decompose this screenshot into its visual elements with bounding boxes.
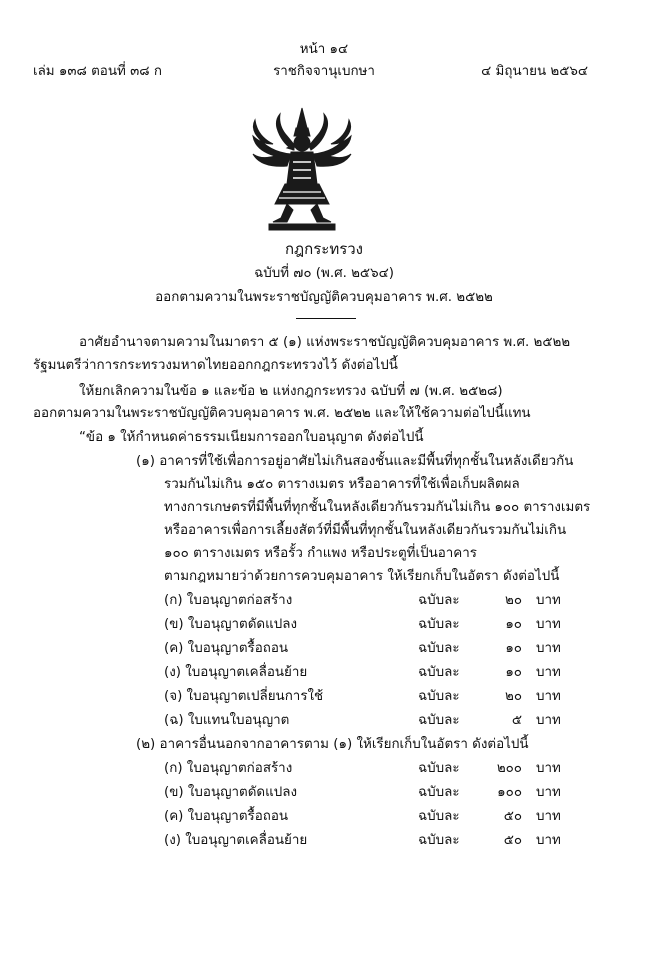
fee-label: (ง) ใบอนุญาตเคลื่อนย้าย xyxy=(164,665,308,680)
fee-amount: ๑๐๐ xyxy=(497,785,522,800)
fee-unit: ฉบับละ xyxy=(418,665,460,680)
fee-label: (ค) ใบอนุญาตรื้อถอน xyxy=(164,809,289,824)
fee-amount: ๕๐ xyxy=(503,809,522,824)
item-text-line: ตามกฎหมายว่าด้วยการควบคุมอาคาร ให้เรียกเก็บในอัตรา ดังต่อไปนี้ xyxy=(164,569,560,584)
fee-label: (ฉ) ใบแทนใบอนุญาต xyxy=(164,713,290,728)
fee-unit: ฉบับละ xyxy=(418,809,460,824)
title-divider xyxy=(296,318,356,319)
clause-heading: “ข้อ ๑ ให้กำหนดค่าธรรมเนียมการออกใบอนุญาต ดังต่อไปนี้ xyxy=(79,430,424,445)
fee-label: (ก) ใบอนุญาตก่อสร้าง xyxy=(164,761,293,776)
fee-amount: ๒๐๐ xyxy=(496,761,522,776)
fee-amount: ๒๐ xyxy=(505,593,522,608)
fee-unit: ฉบับละ xyxy=(418,761,460,776)
fee-amount: ๑๐ xyxy=(505,665,522,680)
fee-unit: ฉบับละ xyxy=(418,641,460,656)
item-text-line: (๑) อาคารที่ใช้เพื่อการอยู่อาศัยไม่เกินสองชั้นและมีพื้นที่ทุกชั้นในหลังเดียวกัน xyxy=(136,454,574,469)
gazette-name: ราชกิจจานุเบกษา xyxy=(273,64,375,79)
fee-label: (ค) ใบอนุญาตรื้อถอน xyxy=(164,641,289,656)
fee-currency: บาท xyxy=(536,809,561,824)
fee-currency: บาท xyxy=(536,761,561,776)
fee-amount: ๕ xyxy=(511,713,522,728)
preamble-line: รัฐมนตรีว่าการกระทรวงมหาดไทยออกกฎกระทรวงไว้ ดังต่อไปนี้ xyxy=(33,358,398,373)
volume-issue: เล่ม ๑๓๘ ตอนที่ ๓๘ ก xyxy=(33,64,162,79)
item-text-line: ๑๐๐ ตารางเมตร หรือรั้ว กำแพง หรือประตูที่เป็นอาคาร xyxy=(164,546,477,561)
fee-currency: บาท xyxy=(536,689,561,704)
fee-unit: ฉบับละ xyxy=(418,593,460,608)
fee-amount: ๑๐ xyxy=(505,617,522,632)
regulation-number: ฉบับที่ ๗๐ (พ.ศ. ๒๕๖๔) xyxy=(254,266,394,281)
fee-unit: ฉบับละ xyxy=(418,833,460,848)
fee-currency: บาท xyxy=(536,785,561,800)
garuda-emblem-icon xyxy=(247,106,357,234)
fee-label: (ข) ใบอนุญาตดัดแปลง xyxy=(164,617,297,632)
fee-unit: ฉบับละ xyxy=(418,617,460,632)
issued-under-act: ออกตามความในพระราชบัญญัติควบคุมอาคาร พ.ศ. ๒๕๒๒ xyxy=(155,290,493,305)
page-number: หน้า ๑๔ xyxy=(299,42,349,57)
item-text-line: ทางการเกษตรที่มีพื้นที่ทุกชั้นในหลังเดียวกันรวมกันไม่เกิน ๑๐๐ ตารางเมตร xyxy=(164,500,591,515)
fee-amount: ๑๐ xyxy=(505,641,522,656)
fee-currency: บาท xyxy=(536,713,561,728)
fee-unit: ฉบับละ xyxy=(418,713,460,728)
publication-date: ๔ มิถุนายน ๒๕๖๔ xyxy=(481,64,588,79)
item-text-line: หรืออาคารเพื่อการเลี้ยงสัตว์ที่มีพื้นที่ทุกชั้นในหลังเดียวกันรวมกันไม่เกิน xyxy=(164,523,567,538)
repeal-line: ให้ยกเลิกความในข้อ ๑ และข้อ ๒ แห่งกฎกระทรวง ฉบับที่ ๗ (พ.ศ. ๒๕๒๘) xyxy=(79,384,503,399)
fee-label: (จ) ใบอนุญาตเปลี่ยนการใช้ xyxy=(164,689,324,704)
fee-currency: บาท xyxy=(536,833,561,848)
document-type-title: กฎกระทรวง xyxy=(284,240,364,258)
repeal-line: ออกตามความในพระราชบัญญัติควบคุมอาคาร พ.ศ. ๒๕๒๒ และให้ใช้ความต่อไปนี้แทน xyxy=(33,406,531,421)
fee-label: (ข) ใบอนุญาตดัดแปลง xyxy=(164,785,297,800)
preamble-line: อาศัยอำนาจตามความในมาตรา ๕ (๑) แห่งพระราชบัญญัติควบคุมอาคาร พ.ศ. ๒๕๒๒ xyxy=(79,335,571,350)
fee-currency: บาท xyxy=(536,665,561,680)
fee-currency: บาท xyxy=(536,641,561,656)
fee-label: (ง) ใบอนุญาตเคลื่อนย้าย xyxy=(164,833,308,848)
fee-amount: ๒๐ xyxy=(505,689,522,704)
fee-amount: ๕๐ xyxy=(503,833,522,848)
fee-label: (ก) ใบอนุญาตก่อสร้าง xyxy=(164,593,293,608)
item-text-line: รวมกันไม่เกิน ๑๕๐ ตารางเมตร หรืออาคารที่ใช้เพื่อเก็บผลิตผล xyxy=(164,477,520,492)
fee-currency: บาท xyxy=(536,617,561,632)
item-text-line: (๒) อาคารอื่นนอกจากอาคารตาม (๑) ให้เรียกเก็บในอัตรา ดังต่อไปนี้ xyxy=(136,737,529,752)
fee-unit: ฉบับละ xyxy=(418,785,460,800)
fee-currency: บาท xyxy=(536,593,561,608)
fee-unit: ฉบับละ xyxy=(418,689,460,704)
